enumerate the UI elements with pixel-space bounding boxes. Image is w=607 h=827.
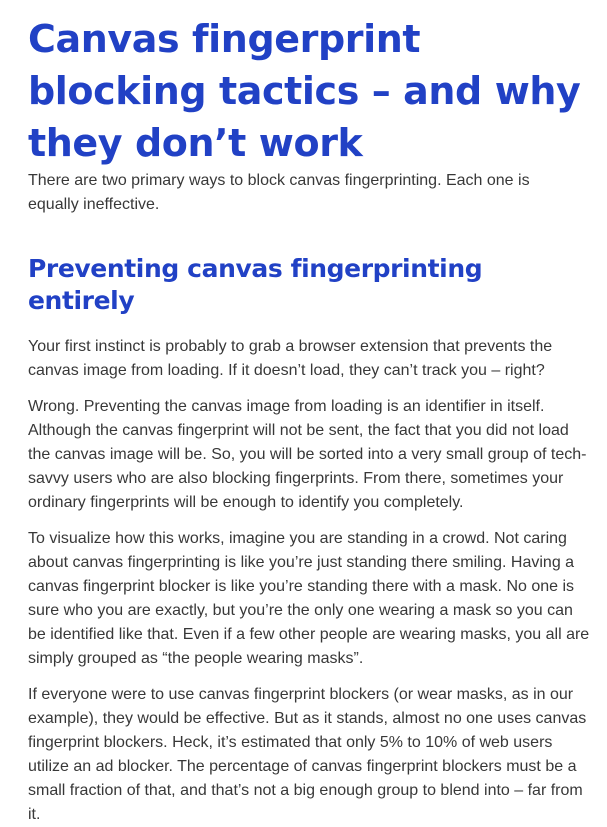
section-paragraph: Wrong. Preventing the canvas image from loading is an identifier in itself. Although the canvas fingerprint will not be sent, the fact that you did not load the canvas image will be. So, you will be sorted into a very small group of tech-savvy users who are also blocking fingerprints. From there, sometimes your ordinary fingerprints will be enough to identify you completely. [28,398,587,511]
article-title: Canvas fingerprint blocking tactics – and why they don’t work [28,17,581,165]
section-paragraph: If everyone were to use canvas fingerprint blockers (or wear masks, as in our example), they would be effective. But as it stands, almost no one uses canvas fingerprint blockers. Heck, it’s estimated that only 5% to 10% of web users utilize an ad blocker. The percentage of canvas fingerprint blockers must be a small fraction of that, and that’s not a big enough group to blend into – far from it. [28,686,587,823]
section-paragraph: Your first instinct is probably to grab a browser extension that prevents the canvas image from loading. If it doesn’t load, they can’t track you – right? [28,338,553,379]
article-intro: There are two primary ways to block canvas fingerprinting. Each one is equally ineffective. [28,172,530,213]
section-heading: Preventing canvas fingerprinting entirely [28,254,483,315]
section-paragraph: To visualize how this works, imagine you are standing in a crowd. Not caring about canvas fingerprinting is like you’re just standing there smiling. Having a canvas fingerprint blocker is like you’re standing there with a mask. No one is sure who you are exactly, but you’re the only one wearing a mask so you can be identified like that. Even if a few other people are wearing masks, you all are simply grouped as “the people wearing masks”. [28,530,590,667]
